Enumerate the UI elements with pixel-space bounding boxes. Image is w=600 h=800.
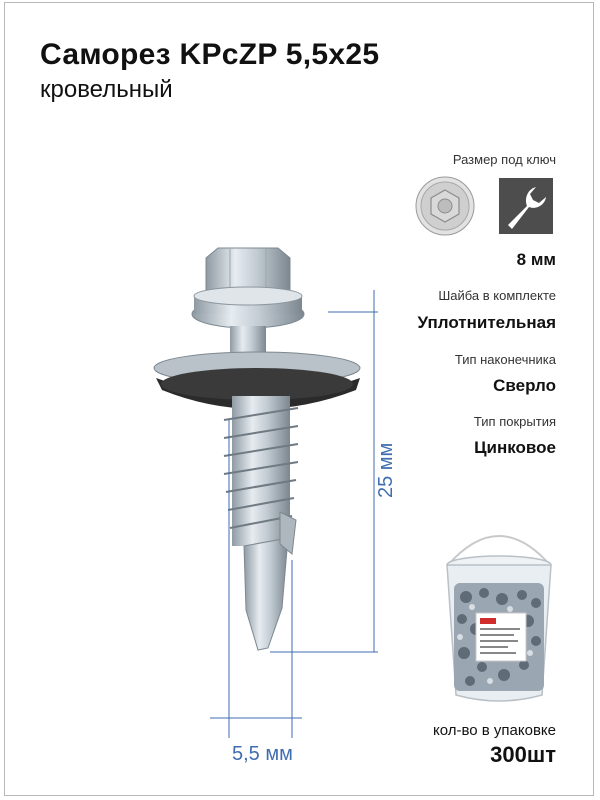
product-subtitle: кровельный xyxy=(40,76,173,103)
coating-value: Цинковое xyxy=(474,438,556,457)
quantity-label: кол-во в упаковке xyxy=(432,722,556,739)
washer-label: Шайба в комплекте xyxy=(438,288,556,303)
length-dimension-label: 25 мм xyxy=(375,442,397,498)
product-title: Саморез KPcZP 5,5х25 xyxy=(40,38,380,71)
key-size-label: Размер под ключ xyxy=(452,152,556,167)
tip-label: Тип наконечника xyxy=(454,352,556,367)
quantity-value: 300шт xyxy=(490,742,556,767)
key-size-value: 8 мм xyxy=(516,250,556,269)
washer-value: Уплотнительная xyxy=(417,313,556,332)
diameter-dimension-label: 5,5 мм xyxy=(232,743,293,765)
coating-label: Тип покрытия xyxy=(473,414,556,429)
tip-value: Сверло xyxy=(493,376,556,395)
